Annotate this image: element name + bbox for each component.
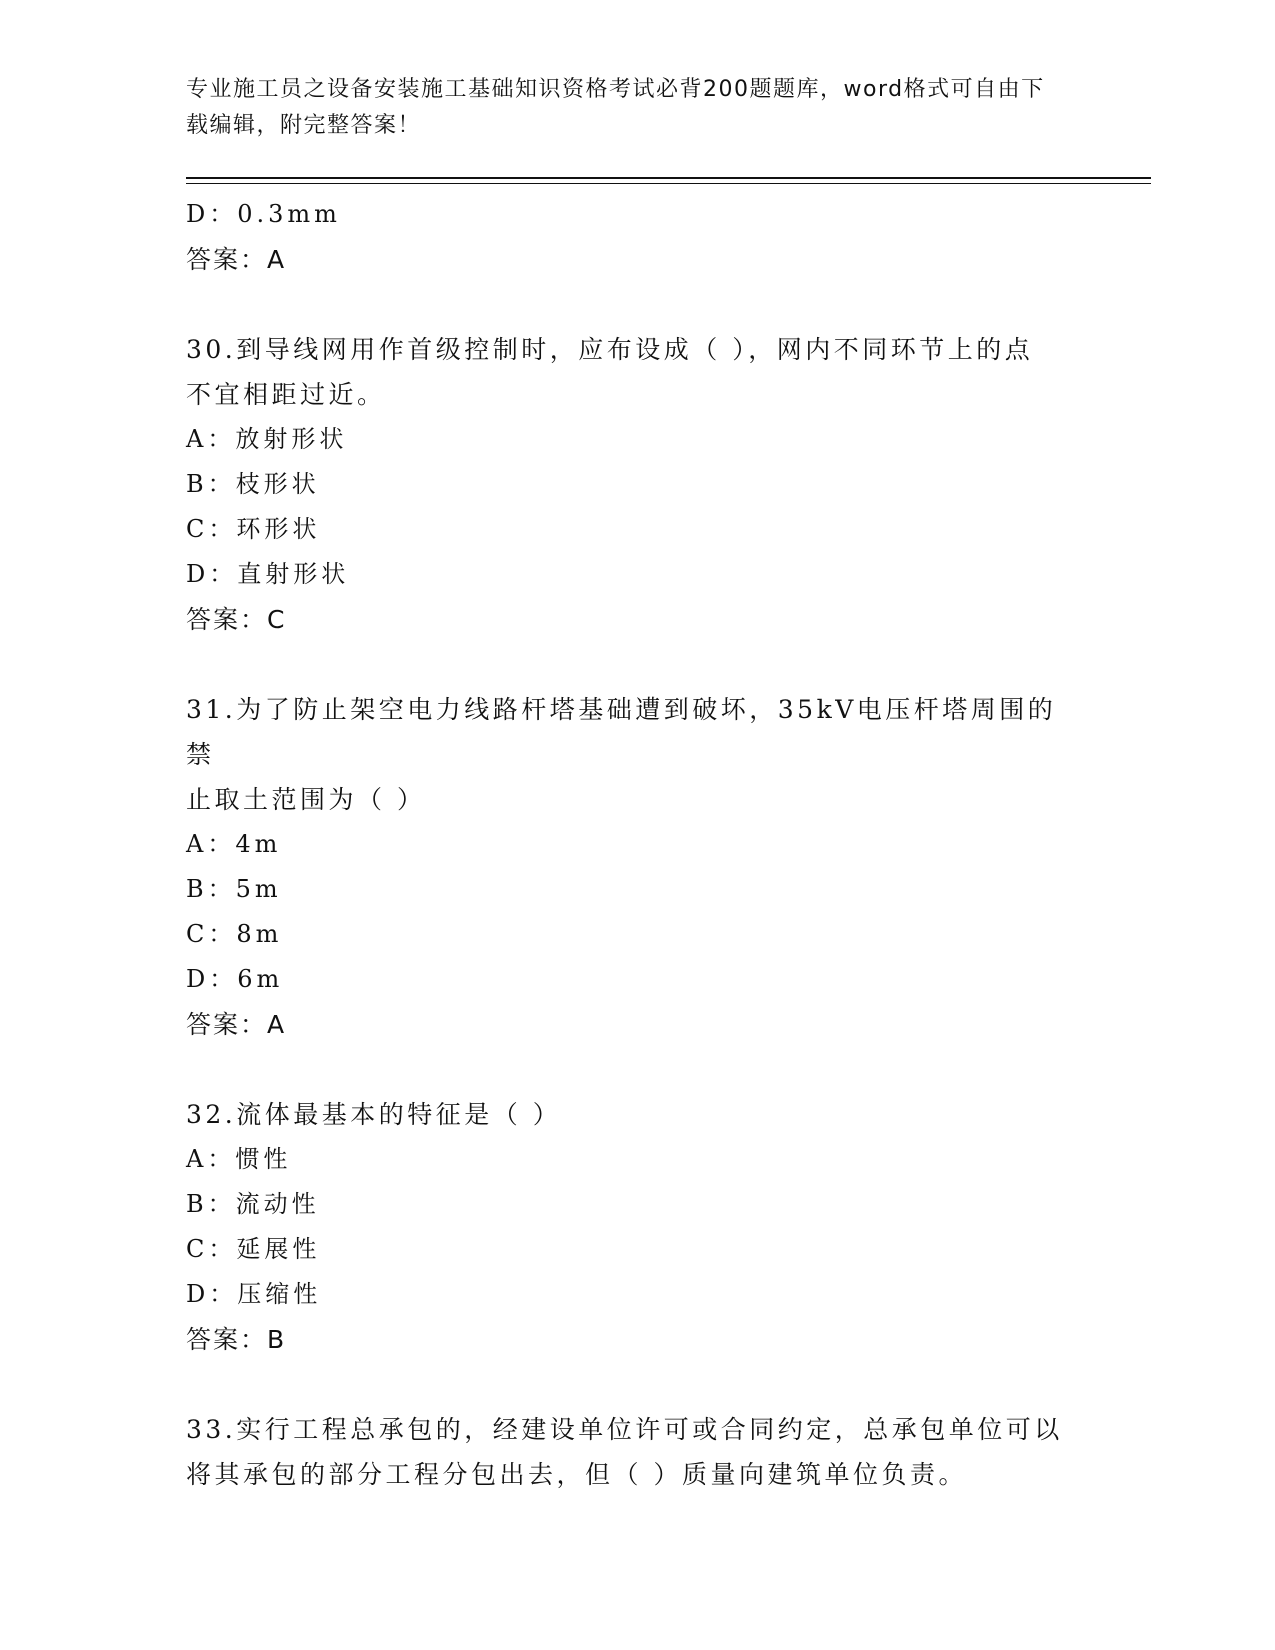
option-d: D：6m (186, 965, 284, 993)
question-stem: 将其承包的部分工程分包出去，但（ ）质量向建筑单位负责。 (186, 1460, 967, 1489)
answer-line: 答案：B (186, 1325, 287, 1354)
question-stem: 不宜相距过近。 (186, 380, 386, 409)
document-header: 专业施工员之设备安装施工基础知识资格考试必背200题题库，word格式可自由下载编辑，附完整答案！ (186, 77, 1045, 138)
option-c: C：延展性 (186, 1235, 321, 1263)
option-b: B：流动性 (186, 1190, 320, 1218)
answer-line: 答案：C (186, 605, 287, 634)
spacer (186, 1047, 1066, 1092)
question-31 (186, 687, 1066, 1047)
question-stem: 止取土范围为（ ） (186, 785, 426, 814)
answer-line: 答案：A (186, 245, 287, 274)
option-c: C：环形状 (186, 515, 321, 543)
option-b: B：5m (186, 875, 282, 903)
header-divider-thick (186, 177, 1151, 179)
option-a: A：4m (186, 830, 282, 858)
spacer (186, 1362, 1066, 1407)
option-a: A：惯性 (186, 1145, 292, 1173)
question-32 (186, 1092, 1066, 1362)
question-stem: 30.到导线网用作首级控制时，应布设成（ ），网内不同环节上的点 (186, 335, 1034, 364)
spacer (186, 642, 1066, 687)
spacer (186, 282, 1066, 327)
question-stem: 33.实行工程总承包的，经建设单位许可或合同约定，总承包单位可以 (186, 1415, 1063, 1444)
question-33 (186, 1407, 1066, 1497)
option-b: B：枝形状 (186, 470, 320, 498)
option-d: D：0.3mm (186, 200, 341, 228)
option-d: D：压缩性 (186, 1280, 322, 1308)
question-stem: 31.为了防止架空电力线路杆塔基础遭到破坏，35kV电压杆塔周围的禁 (186, 695, 1057, 769)
option-a: A：放射形状 (186, 425, 348, 453)
header-divider-thin (186, 183, 1151, 184)
question-stem: 32.流体最基本的特征是（ ） (186, 1100, 562, 1129)
answer-line: 答案：A (186, 1010, 287, 1039)
option-c: C：8m (186, 920, 283, 948)
question-list (186, 192, 1066, 1497)
question-30 (186, 327, 1066, 642)
option-d: D：直射形状 (186, 560, 350, 588)
